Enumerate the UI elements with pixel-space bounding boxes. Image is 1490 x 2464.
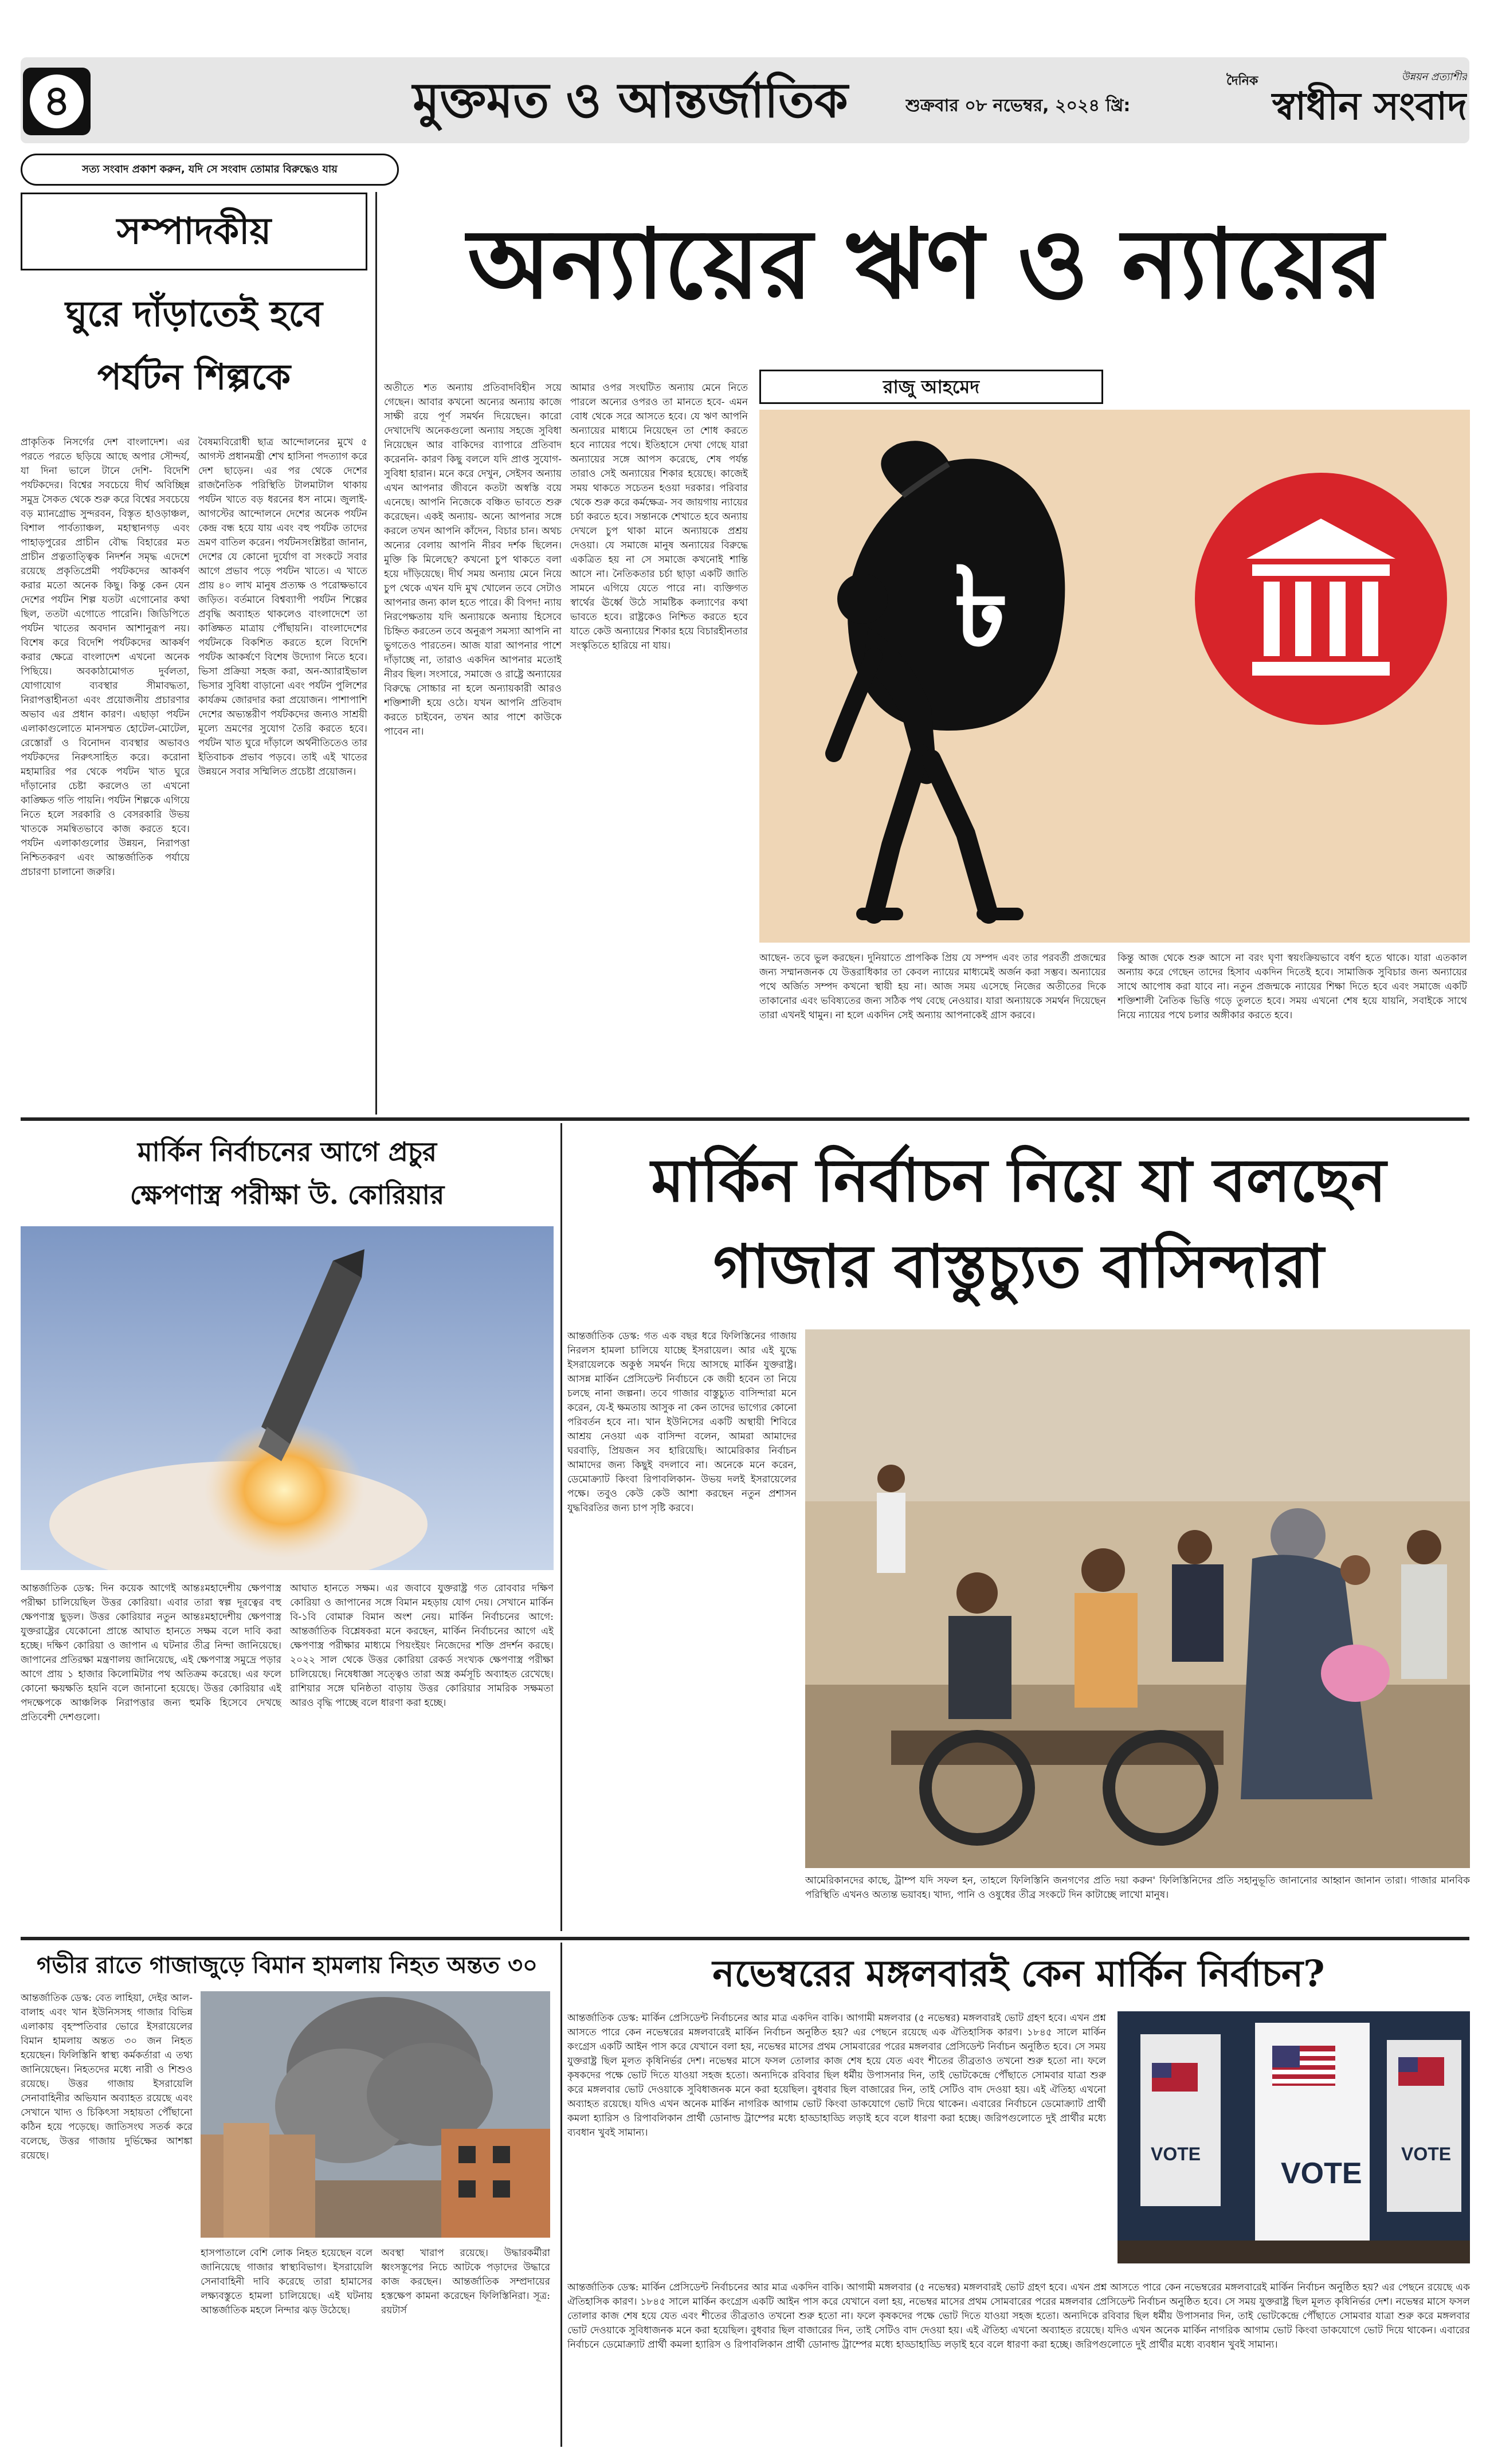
section-divider	[21, 1117, 1469, 1121]
motto: সত্য সংবাদ প্রকাশ করুন, যদি সে সংবাদ তোমার বিরুদ্ধেও যায়	[82, 163, 338, 175]
editorial-col-2: বৈষম্যবিরোধী ছাত্র আন্দোলনের মুখে ৫ আগস্ট প্রধানমন্ত্রী শেখ হাসিনা পদত্যাগ করে দেশ ছাড়েন। এর পর থেকে দেশের রাজনৈতিক পরিস্থিতি টালমাটাল থাকায় পর্যটন খাতে বড় ধরনের ধস নামে। জুলাই-আগস্টের আন্দোলনে দেশের অনেক পর্যটন কেন্দ্র বন্ধ হয়ে যায় এবং বহু পর্যটক তাদের ভ্রমণ বাতিল করেন। পর্যটনসংশ্লিষ্টরা জানান, দেশের যে কোনো দুর্যোগ বা সংকটে সবার আগে প্রভাব পড়ে পর্যটন খাতে। এ খাতে প্রায় ৪০ লাখ মানুষ প্রত্যক্ষ ও পরোক্ষভাবে জড়িত। বর্তমানে বিশ্বব্যাপী পর্যটন শিল্পের প্রবৃদ্ধি অব্যাহত থাকলেও বাংলাদেশে তা কাঙ্ক্ষিত মাত্রায় পৌঁছায়নি। বাংলাদেশের পর্যটনকে বিকশিত করতে হলে বিদেশি পর্যটক আকর্ষণে বিশেষ উদ্যোগ নিতে হবে। ভিসা প্রক্রিয়া সহজ করা, অন-অ্যারাইভাল ভিসার সুবিধা বাড়ানো এবং পর্যটন পুলিশের কার্যক্রম জোরদার করা প্রয়োজন। পাশাপাশি দেশের অভ্যন্তরীণ পর্যটকদের জন্যও সাশ্রয়ী মূল্যে ভ্রমণের সুযোগ তৈরি করতে হবে। পর্যটন খাত ঘুরে দাঁড়ালে অর্থনীতিতেও তার ইতিবাচক প্রভাব পড়বে। তাই এই খাতের উন্নয়নে সবার সম্মিলিত প্রচেষ্টা প্রয়োজন।	[198, 437, 367, 778]
vote-booths-photo	[1118, 2011, 1470, 2263]
feature-bottom-right: কিন্তু আজ থেকে শুরু আসে না বরং ঘৃণা স্বয়ংক্রিয়ভাবে বর্ধণ হতে থাকে। যারা এতকাল অন্যায় করে গেছেন তাদের হিসাব একদিন দিতেই হবে। সামাজিক সুবিচার জন্য অন্যায়ের সাথে আপোষ করা যাবে না। নতুন প্রজন্মকে ন্যায়ের শিক্ষা দিতে হবে এবং সমাজে একটি শক্তিশালী নৈতিক ভিত্তি গড়ে তুলতে হবে। সময় এখনো শেষ হয়ে যায়নি, সবাইকে সাথে নিয়ে ন্যায়ের পথে চলার অঙ্গীকার করতে হবে।	[1118, 952, 1467, 1021]
election-body: আন্তর্জাতিক ডেস্ক: মার্কিন প্রেসিডেন্ট নির্বাচনের আর মাত্র একদিন বাকি। আগামী মঙ্গলবার (৫ নভেম্বর) মঙ্গলবারই ভোট গ্রহণ হবে। এখন প্রশ্ন আসতে পারে কেন নভেম্বরের মঙ্গলবারেই মার্কিন নির্বাচন অনুষ্ঠিত হয়? এর পেছনে রয়েছে এক ঐতিহাসিক কারণ। ১৮৪৫ সালে মার্কিন কংগ্রেস একটি আইন পাস করে যেখানে বলা হয়, নভেম্বর মাসের প্রথম সোমবারের পরের মঙ্গলবার প্রেসিডেন্ট নির্বাচন অনুষ্ঠিত হবে। সে সময় যুক্তরাষ্ট্র ছিল মূলত কৃষিনির্ভর দেশ। নভেম্বর মাসে ফসল তোলার কাজ শেষ হয়ে যেত এবং শীতের তীব্রতাও তখনো শুরু হতো না। ফলে কৃষকদের পক্ষে ভোট দিতে যাওয়া সহজ হতো। অন্যদিকে রবিবার ছিল ধর্মীয় উপাসনার দিন, তাই ভোটকেন্দ্রে পৌঁছাতে সোমবার যাত্রা শুরু করে মঙ্গলবার ভোট দেওয়াকে সুবিধাজনক মনে করা হয়েছিল। বুধবার ছিল বাজারের দিন, তাই সেটিও বাদ দেওয়া হয়। এই ঐতিহ্য এখনো অব্যাহত রয়েছে। যদিও এখন অনেক মার্কিন নাগরিক আগাম ভোট কিংবা ডাকযোগে ভোট দিয়ে থাকেন। এবারের নির্বাচনে ডেমোক্র্যাট প্রার্থী কমলা হ্যারিস ও রিপাবলিকান প্রার্থী ডোনাল্ড ট্রাম্পের মধ্যে হাড্ডাহাড্ডি লড়াই হবে বলে ধারণা করা হচ্ছে। জরিপগুলোতে দুই প্রার্থীর মধ্যে ব্যবধান খুবই সামান্য।	[567, 2012, 1106, 2139]
strike-col-3: অবস্থা খারাপ রয়েছে। উদ্ধারকর্মীরা ধ্বংসস্তূপের নিচে আটকে পড়াদের উদ্ধারে কাজ করছেন। আন্তর্জাতিক সম্প্রদায়ের হস্তক্ষেপ কামনা করেছেন ফিলিস্তিনিরা। সূত্র: রয়টার্স	[381, 2247, 550, 2316]
column-divider	[560, 1943, 562, 2447]
author-name: রাজু আহমেদ	[883, 376, 980, 398]
author-box	[759, 370, 1103, 404]
feature-bottom-left: আছেন- তবে ভুল করছেন। দুনিয়াতে প্রাপকিক প্রিয় যে সম্পদ এবং তার পরবর্তী প্রজন্মের জন্য সম্মানজনক যে উত্তরাধিকার তা কেবল ন্যায়ের মাধ্যমেই অর্জন করা সম্ভব। অন্যায়ের পথে অর্জিত সম্পদ কখনো স্থায়ী হয় না। আজ সময় এসেছে নিজের অতীতের দিকে তাকানোর এবং ভবিষ্যতের জন্য সঠিক পথ বেছে নেওয়ার। যারা অন্যায়কে সমর্থন দিয়েছেন তারা এখনই থামুন। না হলে একদিন সেই অন্যায় আপনাকেই গ্রাস করবে।	[759, 952, 1106, 1021]
strike-col-2: হাসপাতালে বেশি লোক নিহত হয়েছেন বলে জানিয়েছে গাজার স্বাস্থ্যবিভাগ। ইসরায়েলি সেনাবাহিনী দাবি করেছে তারা হামাসের লক্ষ্যবস্তুতে হামলা চালিয়েছে। এই ঘটনায় আন্তর্জাতিক মহলে নিন্দার ঝড় উঠেছে।	[201, 2247, 372, 2316]
page-number: ৪	[42, 76, 71, 125]
strike-headline: গভীর রাতে গাজাজুড়ে বিমান হামলায় নিহত অন্তত ৩০	[36, 1952, 538, 1979]
missile-launch-photo	[21, 1226, 554, 1570]
feature-col-2: আমার ওপর সংঘটিত অন্যায় মেনে নিতে পারলে অন্যের ওপরও তা মানতে হবে- এমন বোধ থেকে সরে আসতে হবে। যে ঋণ আপনি অন্যায়ের মাধ্যমে নিয়েছেন তা শোধ করতে হবে ন্যায়ের পথে। ইতিহাসে দেখা গেছে যারা অন্যায়ের সঙ্গে আপস করেছে, শেষ পর্যন্ত তারাও সেই অন্যায়ের শিকার হয়েছে। কাজেই সময় থাকতে সচেতন হওয়া দরকার। পরিবার থেকে শুরু করে কর্মক্ষেত্র- সব জায়গায় ন্যায়ের চর্চা করতে হবে। সন্তানকে শেখাতে হবে অন্যায় দেখলে চুপ থাকা মানে অন্যায়কে প্রশ্রয় দেওয়া। যে সমাজে মানুষ অন্যায়ের বিরুদ্ধে একত্রিত হয় না সে সমাজে কখনোই শান্তি আসে না। নৈতিকতার চর্চা ছাড়া একটি জাতি সামনে এগিয়ে যেতে পারে না। ব্যক্তিগত স্বার্থের ঊর্ধ্বে উঠে সামষ্টিক কল্যাণের কথা ভাবতে হবে। রাষ্ট্রকেও নিশ্চিত করতে হবে যাতে কেউ অন্যায়ের শিকার হয়ে বিচারহীনতার সংস্কৃতিতে হারিয়ে না যায়।	[570, 382, 748, 652]
issue-date: শুক্রবার ০৮ নভেম্বর, ২০২৪ খ্রি:	[905, 96, 1131, 116]
election-body-continued: আন্তর্জাতিক ডেস্ক: মার্কিন প্রেসিডেন্ট নির্বাচনের আর মাত্র একদিন বাকি। আগামী মঙ্গলবার (৫ নভেম্বর) মঙ্গলবারই ভোট গ্রহণ হবে। এখন প্রশ্ন আসতে পারে কেন নভেম্বরের মঙ্গলবারেই মার্কিন নির্বাচন অনুষ্ঠিত হয়? এর পেছনে রয়েছে এক ঐতিহাসিক কারণ। ১৮৪৫ সালে মার্কিন কংগ্রেস একটি আইন পাস করে যেখানে বলা হয়, নভেম্বর মাসের প্রথম সোমবারের পরের মঙ্গলবার প্রেসিডেন্ট নির্বাচন অনুষ্ঠিত হবে। সে সময় যুক্তরাষ্ট্র ছিল মূলত কৃষিনির্ভর দেশ। নভেম্বর মাসে ফসল তোলার কাজ শেষ হয়ে যেত এবং শীতের তীব্রতাও তখনো শুরু হতো না। ফলে কৃষকদের পক্ষে ভোট দিতে যাওয়া সহজ হতো। অন্যদিকে রবিবার ছিল ধর্মীয় উপাসনার দিন, তাই ভোটকেন্দ্রে পৌঁছাতে সোমবার যাত্রা শুরু করে মঙ্গলবার ভোট দেওয়াকে সুবিধাজনক মনে করা হয়েছিল। বুধবার ছিল বাজারের দিন, তাই সেটিও বাদ দেওয়া হয়। এই ঐতিহ্য এখনো অব্যাহত রয়েছে। যদিও এখন অনেক মার্কিন নাগরিক আগাম ভোট কিংবা ডাকযোগে ভোট দিয়ে থাকেন। এবারের নির্বাচনে ডেমোক্র্যাট প্রার্থী কমলা হ্যারিস ও রিপাবলিকান প্রার্থী ডোনাল্ড ট্রাম্পের মধ্যে হাড্ডাহাড্ডি লড়াই হবে বলে ধারণা করা হচ্ছে। জরিপগুলোতে দুই প্রার্থীর মধ্যে ব্যবধান খুবই সামান্য।	[567, 2282, 1470, 2351]
paper-small-label: দৈনিক	[1226, 74, 1258, 88]
taka-symbol: ৳	[954, 544, 1009, 670]
svg-text:VOTE: VOTE	[1401, 2144, 1452, 2164]
svg-text:VOTE: VOTE	[1151, 2144, 1201, 2164]
editorial-title-1: ঘুরে দাঁড়াতেই হবে	[65, 293, 323, 335]
feature-col-1: অতীতে শত অন্যায় প্রতিবাদবিহীন সয়ে গেছেন। আবার কখনো অন্যের অন্যায় কাজে সাক্ষী রয়ে পূর্ণ সমর্থন দিয়েছেন। কারো দেখাদেখি অনেকগুলো অন্যায় সহজে সুবিধা নিয়েছেন আর বাকিদের ব্যাপারে প্রতিবাদ করেননি- কারণ কিছু বললে যদি প্রাপ্ত সুযোগ-সুবিধা হারান। মনে করে দেখুন, সেইসব অন্যায় এখন আপনার জীবনে কতটা অস্বস্তি বয়ে এনেছে। আপনি নিজেকে বঞ্চিত ভাবতে শুরু করেছেন। একই অন্যায়- অন্যে আপনার সঙ্গে করলে তখন আপনি কাঁদেন, বিচার চান। অথচ অন্যের বেলায় আপনি নীরব দর্শক ছিলেন। মুক্তি কি মিলেছে? কখনো চুপ থাকতে বলা হয়ে দাঁড়িয়েছে। দীর্ঘ সময় অন্যায় মেনে নিয়ে চুপ থেকে এখন যদি মুখ খোলেন তবে সেটাও আপনার জন্য কাল হতে পারে। কী বিপদ! ন্যায় নিরপেক্ষতায় যদি অন্যায়কে অন্যায় হিসেবে চিহ্নিত করতেন তবে অনুরূপ সমস্যা আপনি না ভুগতেও পারতেন। আজ যারা আপনার পাশে দাঁড়াচ্ছে না, তারাও একদিন আপনার মতোই নীরব ছিল। সংসারে, সমাজে ও রাষ্ট্রে অন্যায়ের বিরুদ্ধে সোচ্চার না হলে অন্যায়কারী আরও শক্তিশালী হয়ে ওঠে। যখন আপনি প্রতিবাদ করতে চাইবেন, তখন আর পাশে কাউকে পাবেন না।	[384, 382, 562, 737]
nk-headline-2: ক্ষেপণাস্ত্র পরীক্ষা উ. কোরিয়ার	[130, 1179, 445, 1210]
editorial-title-2: পর্যটন শিল্পকে	[97, 356, 291, 398]
nk-col-1: আন্তর্জাতিক ডেস্ক: দিন কয়েক আগেই আন্তঃমহাদেশীয় ক্ষেপণাস্ত্র পরীক্ষা চালিয়েছিল উত্তর কোরিয়া। এবার তারা স্বল্প দূরত্বের বহু ক্ষেপণাস্ত্র ছুড়ল। উত্তর কোরিয়ার নতুন আন্তঃমহাদেশীয় ক্ষেপণাস্ত্র যুক্তরাষ্ট্রের যেকোনো প্রান্তে আঘাত হানতে সক্ষম বলে দাবি করা হচ্ছে। দক্ষিণ কোরিয়া ও জাপান এ ঘটনার তীব্র নিন্দা জানিয়েছে। জাপানের প্রতিরক্ষা মন্ত্রণালয় জানিয়েছে, এই ক্ষেপণাস্ত্র সমুদ্রে পড়ার আগে প্রায় ১ হাজার কিলোমিটার পথ অতিক্রম করেছে। এর ফলে কোনো ক্ষয়ক্ষতি হয়নি বলে জানানো হয়েছে। উত্তর কোরিয়ার এই পদক্ষেপকে আঞ্চলিক নিরাপত্তার জন্য হুমকি হিসেবে দেখছে প্রতিবেশী দেশগুলো।	[21, 1583, 281, 1723]
feature-headline: অন্যায়ের ঋণ ও ন্যায়ের	[467, 207, 1384, 320]
page-number-badge	[23, 68, 91, 135]
paper-tag: উন্নয়ন প্রত্যাশীর	[1401, 71, 1467, 83]
nk-col-2: আঘাত হানতে সক্ষম। এর জবাবে যুক্তরাষ্ট্র গত রোববার দক্ষিণ কোরিয়া ও জাপানের সঙ্গে বিমান মহড়ায় যোগ দেয়। সেখানে মার্কিন বি-১বি বোমারু বিমান অংশ নেয়। মার্কিন নির্বাচনের আগে: আন্তর্জাতিক বিশ্লেষকরা মনে করছেন, মার্কিন নির্বাচনের আগে এই ক্ষেপণাস্ত্র পরীক্ষার মাধ্যমে পিয়ংইয়ং নিজেদের শক্তি প্রদর্শন করছে। ২০২২ সাল থেকে উত্তর কোরিয়া রেকর্ড সংখ্যক ক্ষেপণাস্ত্র পরীক্ষা চালিয়েছে। নিষেধাজ্ঞা সত্ত্বেও তারা অস্ত্র কর্মসূচি অব্যাহত রেখেছে। রাশিয়ার সঙ্গে ঘনিষ্ঠতা বাড়ায় উত্তর কোরিয়ার সামরিক সক্ষমতা আরও বৃদ্ধি পাচ্ছে বলে ধারণা করা হচ্ছে।	[290, 1583, 554, 1709]
paper-name: স্বাধীন সংবাদ	[1272, 84, 1467, 128]
gaza-headline-1: মার্কিন নির্বাচন নিয়ে যা বলছেন	[651, 1145, 1386, 1215]
debt-burden-illustration	[759, 410, 1470, 943]
motto-box	[21, 154, 399, 186]
editorial-label-box	[21, 193, 367, 270]
editorial-label: সম্পাদকীয়	[116, 210, 272, 253]
nk-headline-1: মার্কিন নির্বাচনের আগে প্রচুর	[137, 1136, 437, 1167]
strike-col-1: আন্তর্জাতিক ডেস্ক: বেত লাহিয়া, দেইর আল-বালাহ এবং খান ইউনিসসহ গাজার বিভিন্ন এলাকায় বৃহস্পতিবার ভোরে ইসরায়েলের বিমান হামলায় অন্তত ৩০ জন নিহত হয়েছেন। ফিলিস্তিনি স্বাস্থ্য কর্মকর্তারা এ তথ্য জানিয়েছেন। নিহতদের মধ্যে নারী ও শিশুও রয়েছে। উত্তর গাজায় ইসরায়েলি সেনাবাহিনীর অভিযান অব্যাহত রয়েছে এবং সেখানে খাদ্য ও চিকিৎসা সহায়তা পৌঁছানো কঠিন হয়ে পড়েছে। জাতিসংঘ সতর্ক করে বলেছে, উত্তর গাজায় দুর্ভিক্ষের আশঙ্কা রয়েছে।	[21, 1992, 193, 2161]
flag-icon	[1272, 2046, 1335, 2086]
column-divider	[375, 192, 377, 1115]
section-title: মুক্তমত ও আন্তর্জাতিক	[413, 72, 848, 128]
editorial-col-1: প্রাকৃতিক নিসর্গের দেশ বাংলাদেশ। এর পরতে পরতে ছড়িয়ে আছে অপার সৌন্দর্য, যা দিনা ভালে টানে দেশি- বিদেশি পর্যটকদের। বিশ্বের সবচেয়ে দীর্ঘ অবিচ্ছিন্ন সমুদ্র সৈকত থেকে শুরু করে বিশ্বের সবচেয়ে বড় ম্যানগ্রোভ সুন্দরবন, বিস্তৃত হাওড়াঞ্চল, বিশাল পার্বত্যাঞ্চল, মহাস্থানগড় এবং পাহাড়পুরের প্রাচীন বৌদ্ধ বিহারের মত প্রাচীন প্রত্নতাত্ত্বিক নিদর্শন সমৃদ্ধ এদেশে রয়েছে প্রকৃতিপ্রেমী পর্যটকদের আকর্ষণ করার মতো অনেক কিছু। কিন্তু কেন যেন দেশের পর্যটন শিল্প যতটা এগোনোর কথা ছিল, ততটা এগোতে পারেনি। জিডিপিতে পর্যটন খাতের অবদান আশানুরূপ নয়। বিশেষ করে বিদেশি পর্যটকদের আকর্ষণ করার ক্ষেত্রে বাংলাদেশ এখনো অনেক পিছিয়ে। অবকাঠামোগত দুর্বলতা, যোগাযোগ ব্যবস্থার সীমাবদ্ধতা, নিরাপত্তাহীনতা এবং প্রয়োজনীয় প্রচারণার অভাব এর প্রধান কারণ। এছাড়া পর্যটন এলাকাগুলোতে মানসম্মত হোটেল-মোটেল, রেস্তোরাঁ ও বিনোদন ব্যবস্থার অভাবও পর্যটকদের নিরুৎসাহিত করে। করোনা মহামারির পর থেকে পর্যটন খাত ঘুরে দাঁড়ানোর চেষ্টা করলেও তা এখনো কাঙ্ক্ষিত গতি পায়নি। পর্যটন শিল্পকে এগিয়ে নিতে হলে সরকারি ও বেসরকারি উভয় খাতকে সমন্বিতভাবে কাজ করতে হবে। পর্যটন এলাকাগুলোর উন্নয়ন, নিরাপত্তা নিশ্চিতকরণ এবং আন্তর্জাতিক পর্যায়ে প্রচারণা চালানো জরুরি।	[21, 437, 190, 878]
election-headline: নভেম্বরের মঙ্গলবারই কেন মার্কিন নির্বাচন?	[712, 1952, 1325, 1995]
illustration-art	[759, 410, 1470, 943]
section-divider	[21, 1937, 1469, 1940]
vote-text: VOTE	[1281, 2157, 1362, 2190]
gaza-caption: আমেরিকানদের কাছে, ট্রাম্প যদি সফল হন, তাহলে ফিলিস্তিনি জনগণের প্রতি দয়া করুন' ফিলিস্তিনিদের প্রতি সহানুভূতি জানানোর আহ্বান জানান তারা। গাজার মানবিক পরিস্থিতি এখনও অত্যন্ত ভয়াবহ। খাদ্য, পানি ও ওষুধের তীব্র সংকটে দিন কাটাচ্ছে লাখো মানুষ।	[805, 1875, 1470, 1901]
airstrike-smoke-photo	[201, 1991, 550, 2238]
gaza-body: আন্তর্জাতিক ডেস্ক: গত এক বছর ধরে ফিলিস্তিনের গাজায় নিরলস হামলা চালিয়ে যাচ্ছে ইসরায়েল। আর এই যুদ্ধে ইসরায়েলকে অকুণ্ঠ সমর্থন দিয়ে আসছে মার্কিন যুক্তরাষ্ট্র। আসন্ন মার্কিন প্রেসিডেন্ট নির্বাচনে কে জয়ী হবেন তা নিয়ে চলছে নানা জল্পনা। তবে গাজার বাস্তুচ্যুত বাসিন্দারা মনে করেন, যে-ই ক্ষমতায় আসুক না কেন তাদের ভাগ্যের কোনো পরিবর্তন হবে না। খান ইউনিসের একটি অস্থায়ী শিবিরে আশ্রয় নেওয়া এক বাসিন্দা বলেন, আমরা আমাদের ঘরবাড়ি, প্রিয়জন সব হারিয়েছি। আমেরিকার নির্বাচন আমাদের জন্য কিছুই বদলাবে না। অনেকে মনে করেন, ডেমোক্র্যাট কিংবা রিপাবলিকান- উভয় দলই ইসরায়েলের পক্ষে। তবুও কেউ কেউ আশা করছেন নতুন প্রশাসন যুদ্ধবিরতির জন্য চাপ সৃষ্টি করবে।	[567, 1331, 797, 1514]
gaza-displaced-photo	[805, 1329, 1470, 1868]
column-divider	[560, 1123, 562, 1931]
gaza-headline-2: গাজার বাস্তুচ্যুত বাসিন্দারা	[713, 1231, 1324, 1301]
